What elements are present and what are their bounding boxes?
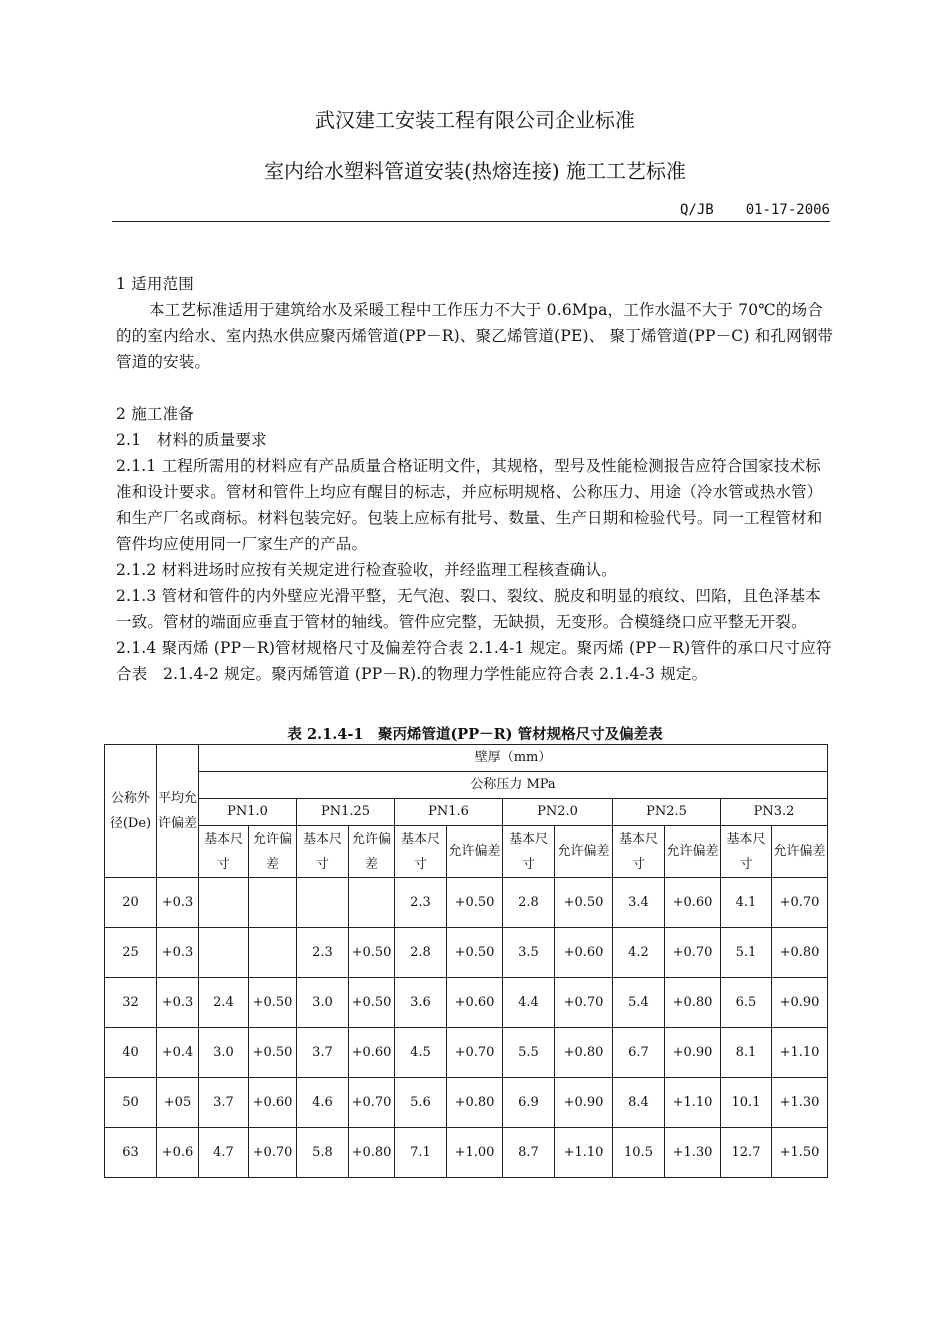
table-row bbox=[105, 928, 828, 978]
header-pn: PN2.0 bbox=[503, 799, 613, 826]
header-basic-size: 基本尺寸 bbox=[395, 826, 447, 878]
cell-de: 20 bbox=[105, 878, 157, 928]
cell: 10.1 bbox=[721, 1078, 772, 1128]
cell: +1.30 bbox=[665, 1128, 721, 1178]
cell: +0.80 bbox=[665, 978, 721, 1028]
document-body bbox=[116, 271, 836, 687]
cell: +0.80 bbox=[447, 1078, 503, 1128]
header-basic-size: 基本尺寸 bbox=[613, 826, 665, 878]
cell bbox=[199, 928, 249, 978]
header-tolerance: 允许偏差 bbox=[555, 826, 613, 878]
cell: +0.70 bbox=[772, 878, 828, 928]
cell: 8.7 bbox=[503, 1128, 555, 1178]
cell: 6.9 bbox=[503, 1078, 555, 1128]
cell: +0.70 bbox=[555, 978, 613, 1028]
cell: +0.50 bbox=[249, 978, 297, 1028]
header-basic-size: 基本尺寸 bbox=[297, 826, 349, 878]
cell: 6.7 bbox=[613, 1028, 665, 1078]
cell: +1.00 bbox=[447, 1128, 503, 1178]
cell: 4.7 bbox=[199, 1128, 249, 1178]
cell: +0.70 bbox=[665, 928, 721, 978]
cell: +0.90 bbox=[665, 1028, 721, 1078]
table-row bbox=[105, 1128, 828, 1178]
cell: 2.4 bbox=[199, 978, 249, 1028]
cell: +1.10 bbox=[772, 1028, 828, 1078]
cell bbox=[297, 878, 349, 928]
cell: +0.50 bbox=[447, 928, 503, 978]
cell: 4.5 bbox=[395, 1028, 447, 1078]
cell-de: 40 bbox=[105, 1028, 157, 1078]
header-de: 公称外径(De) bbox=[105, 745, 157, 878]
pipe-spec-table bbox=[104, 744, 828, 1178]
cell: 10.5 bbox=[613, 1128, 665, 1178]
table-row bbox=[105, 1078, 828, 1128]
header-pn: PN2.5 bbox=[613, 799, 721, 826]
cell: 4.2 bbox=[613, 928, 665, 978]
header-tolerance: 允许偏差 bbox=[447, 826, 503, 878]
section-1-body: 本工艺标准适用于建筑给水及采暖工程中工作压力不大于 0.6Mpa，工作水温不大于 70℃的场合的的室内给水、室内热水供应聚丙烯管道(PP－R)、聚乙烯管道(PE)、 聚丁烯管道(PP－C) 和孔网钢带管道的安装。 bbox=[116, 301, 834, 371]
cell: 3.7 bbox=[297, 1028, 349, 1078]
cell-de: 32 bbox=[105, 978, 157, 1028]
cell: +0.60 bbox=[349, 1028, 395, 1078]
header-tolerance: 允许偏差 bbox=[249, 826, 297, 878]
cell-de: 63 bbox=[105, 1128, 157, 1178]
cell: +0.90 bbox=[555, 1078, 613, 1128]
header-pn: PN3.2 bbox=[721, 799, 828, 826]
paragraph-2-1-2: 2.1.2 材料进场时应按有关规定进行检查验收，并经监理工程核查确认。 bbox=[116, 561, 617, 579]
doc-number: 01-17-2006 bbox=[745, 202, 830, 218]
section-1-heading: 1 适用范围 bbox=[116, 275, 194, 293]
cell-avg: +0.4 bbox=[157, 1028, 199, 1078]
doc-code: Q/JB bbox=[679, 202, 714, 218]
table-row bbox=[105, 978, 828, 1028]
cell: +0.50 bbox=[249, 1028, 297, 1078]
cell: +0.60 bbox=[665, 878, 721, 928]
cell: 3.6 bbox=[395, 978, 447, 1028]
cell-de: 50 bbox=[105, 1078, 157, 1128]
cell-avg: +05 bbox=[157, 1078, 199, 1128]
cell: +0.90 bbox=[772, 978, 828, 1028]
cell-avg: +0.3 bbox=[157, 978, 199, 1028]
table-row bbox=[105, 878, 828, 928]
cell: 2.8 bbox=[503, 878, 555, 928]
cell: 3.7 bbox=[199, 1078, 249, 1128]
paragraph-2-1-1: 2.1.1 工程所需用的材料应有产品质量合格证明文件，其规格，型号及性能检测报告应符合国家技术标准和设计要求。管材和管件上均应有醒目的标志，并应标明规格、公称压力、用途（冷水管或热水管）和生产厂名或商标。材料包装完好。包装上应标有批号、数量、生产日期和检验代号。同一工程管材和管件均应使用同一厂家生产的产品。 bbox=[116, 457, 823, 553]
header-basic-size: 基本尺寸 bbox=[721, 826, 772, 878]
cell: +0.50 bbox=[555, 878, 613, 928]
cell: 5.8 bbox=[297, 1128, 349, 1178]
cell: +0.80 bbox=[555, 1028, 613, 1078]
cell: +0.60 bbox=[447, 978, 503, 1028]
cell: +0.50 bbox=[447, 878, 503, 928]
header-nominal-pressure: 公称压力 MPa bbox=[199, 772, 828, 799]
header-tolerance: 允许偏差 bbox=[665, 826, 721, 878]
cell: 3.5 bbox=[503, 928, 555, 978]
cell: +0.50 bbox=[349, 928, 395, 978]
cell: 4.1 bbox=[721, 878, 772, 928]
cell: +1.50 bbox=[772, 1128, 828, 1178]
header-tolerance: 允许偏差 bbox=[772, 826, 828, 878]
cell: +1.30 bbox=[772, 1078, 828, 1128]
cell: 6.5 bbox=[721, 978, 772, 1028]
paragraph-2-1-4: 2.1.4 聚丙烯 (PP－R)管材规格尺寸及偏差符合表 2.1.4-1 规定。聚丙烯 (PP－R)管件的承口尺寸应符合表 2.1.4-2 规定。聚丙烯管道 (PP－R).的物理力学性能应符合表 2.1.4-3 规定。 bbox=[116, 639, 832, 683]
cell: +0.60 bbox=[249, 1078, 297, 1128]
cell: 5.6 bbox=[395, 1078, 447, 1128]
cell: 3.0 bbox=[297, 978, 349, 1028]
cell: +0.70 bbox=[447, 1028, 503, 1078]
section-2-1-heading: 2.1 材料的质量要求 bbox=[116, 431, 267, 449]
cell-de: 25 bbox=[105, 928, 157, 978]
cell: +1.10 bbox=[555, 1128, 613, 1178]
cell: 8.1 bbox=[721, 1028, 772, 1078]
cell: 8.4 bbox=[613, 1078, 665, 1128]
cell: +0.70 bbox=[349, 1078, 395, 1128]
cell bbox=[249, 928, 297, 978]
cell: 2.3 bbox=[395, 878, 447, 928]
cell-avg: +0.3 bbox=[157, 928, 199, 978]
cell-avg: +0.3 bbox=[157, 878, 199, 928]
cell: +0.60 bbox=[555, 928, 613, 978]
cell: +0.80 bbox=[772, 928, 828, 978]
header-avg-tolerance: 平均允许偏差 bbox=[157, 745, 199, 878]
cell: 4.4 bbox=[503, 978, 555, 1028]
cell: 3.0 bbox=[199, 1028, 249, 1078]
cell: 12.7 bbox=[721, 1128, 772, 1178]
cell: 2.3 bbox=[297, 928, 349, 978]
standard-title: 室内给水塑料管道安装(热熔连接) 施工工艺标准 bbox=[264, 159, 686, 183]
company-standard-title: 武汉建工安装工程有限公司企业标准 bbox=[315, 108, 635, 132]
cell bbox=[349, 878, 395, 928]
cell: 5.5 bbox=[503, 1028, 555, 1078]
cell: 5.1 bbox=[721, 928, 772, 978]
table-caption: 表 2.1.4-1 聚丙烯管道(PP－R) 管材规格尺寸及偏差表 bbox=[287, 726, 663, 743]
header-pn: PN1.25 bbox=[297, 799, 395, 826]
cell: +0.80 bbox=[349, 1128, 395, 1178]
cell: 2.8 bbox=[395, 928, 447, 978]
header-basic-size: 基本尺寸 bbox=[199, 826, 249, 878]
cell: 3.4 bbox=[613, 878, 665, 928]
paragraph-2-1-3: 2.1.3 管材和管件的内外壁应光滑平整，无气泡、裂口、裂纹、脱皮和明显的痕纹、凹陷，且色泽基本一致。管材的端面应垂直于管材的轴线。管件应完整，无缺损，无变形。合模缝绕口应平整无开裂。 bbox=[116, 587, 821, 631]
cell: 7.1 bbox=[395, 1128, 447, 1178]
table-row bbox=[105, 1028, 828, 1078]
header-pn: PN1.0 bbox=[199, 799, 297, 826]
cell: +0.50 bbox=[349, 978, 395, 1028]
cell: +1.10 bbox=[665, 1078, 721, 1128]
cell: 4.6 bbox=[297, 1078, 349, 1128]
cell bbox=[249, 878, 297, 928]
header-divider bbox=[112, 221, 830, 222]
section-2-heading: 2 施工准备 bbox=[116, 405, 194, 423]
cell: 5.4 bbox=[613, 978, 665, 1028]
cell: +0.70 bbox=[249, 1128, 297, 1178]
document-number bbox=[680, 202, 830, 218]
header-wall-thickness: 壁厚（mm） bbox=[199, 745, 828, 772]
header-basic-size: 基本尺寸 bbox=[503, 826, 555, 878]
cell-avg: +0.6 bbox=[157, 1128, 199, 1178]
header-tolerance: 允许偏差 bbox=[349, 826, 395, 878]
cell bbox=[199, 878, 249, 928]
header-pn: PN1.6 bbox=[395, 799, 503, 826]
